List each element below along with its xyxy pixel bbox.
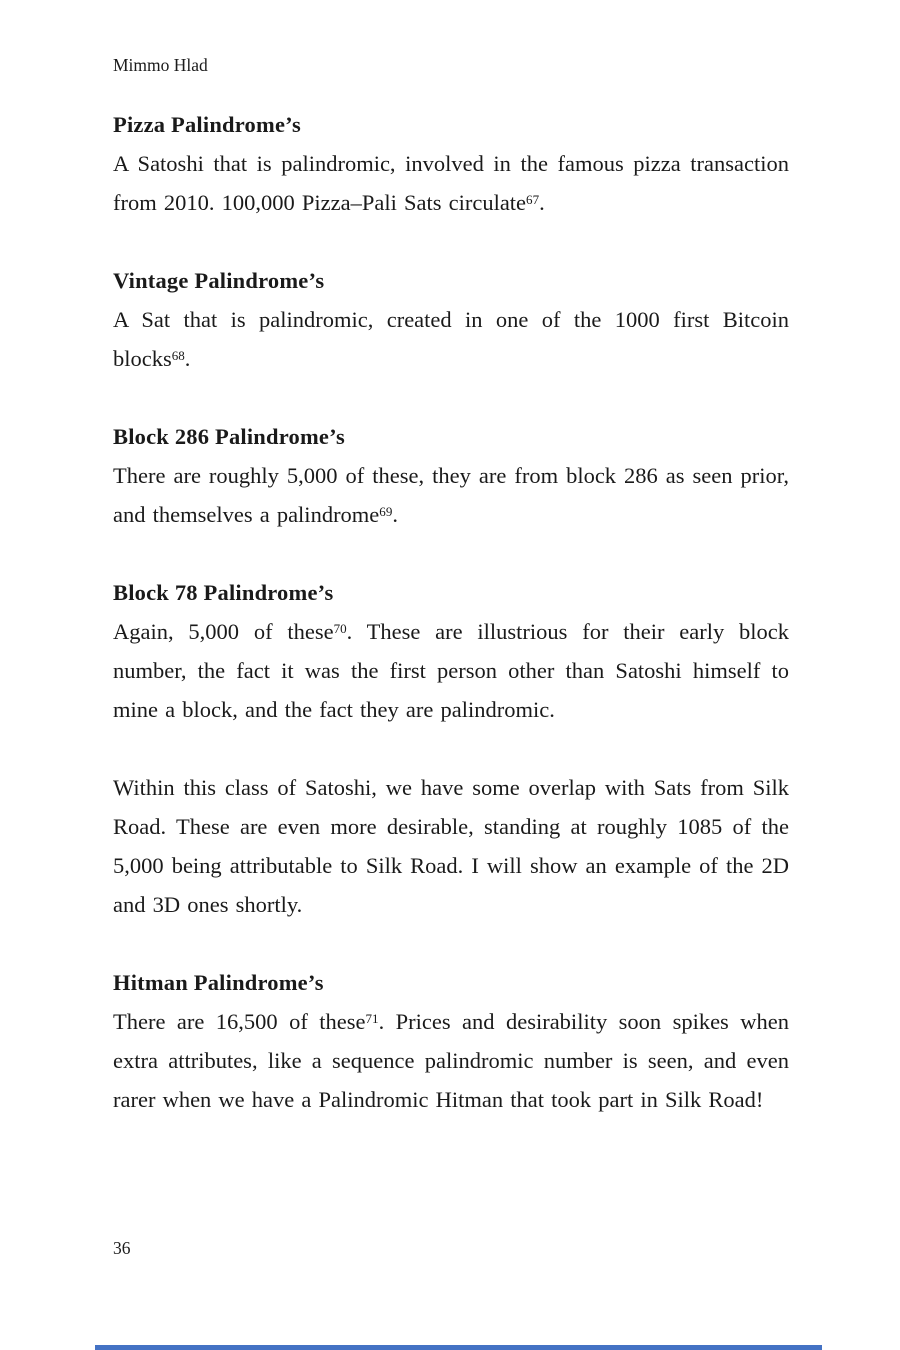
footnote-superscript: 67 (526, 192, 540, 208)
paragraph: There are roughly 5,000 of these, they are from block 286 as seen prior, and themselves a palindrome$^{69}$. (113, 463, 789, 527)
section (113, 768, 789, 924)
paragraph: There are 16,500 of these$^{71}$. Prices and desirability soon spikes when extra attributes, like a sequence palindromic number is seen, and even rarer when we have a Palindromic Hitman that took part in Silk Road! (113, 1009, 789, 1112)
page-content (113, 105, 789, 1158)
footnote-superscript: 71 (365, 1011, 379, 1027)
section-heading: Block 286 Palindrome’s (113, 424, 345, 449)
section (113, 963, 789, 1119)
section-heading: Pizza Palindrome’s (113, 112, 301, 137)
footnote-superscript: 68 (171, 348, 185, 364)
footnote-superscript: 69 (379, 504, 393, 520)
section (113, 573, 789, 729)
page-number: 36 (113, 1238, 131, 1258)
footnote-superscript: 70 (333, 621, 347, 637)
paragraph: A Sat that is palindromic, created in one of the 1000 first Bitcoin blocks$^{68}$. (113, 307, 789, 371)
section (113, 261, 789, 378)
section-heading: Vintage Palindrome’s (113, 268, 325, 293)
section (113, 417, 789, 534)
section-heading: Hitman Palindrome’s (113, 970, 324, 995)
paragraph: A Satoshi that is palindromic, involved in the famous pizza transaction from 2010. 100,000 Pizza–Pali Sats circulate$^{67}$. (113, 151, 789, 215)
section (113, 105, 789, 222)
section-heading: Block 78 Palindrome’s (113, 580, 334, 605)
bottom-accent-bar (95, 1345, 822, 1350)
paragraph: Again, 5,000 of these$^{70}$. These are illustrious for their early block number, the fact it was the first person other than Satoshi himself to mine a block, and the fact they are palindromic. (113, 619, 789, 722)
paragraph: Within this class of Satoshi, we have some overlap with Sats from Silk Road. These are even more desirable, standing at roughly 1085 of the 5,000 being attributable to Silk Road. I will show an example of the 2D and 3D ones shortly. (113, 775, 789, 917)
running-header: Mimmo Hlad (113, 55, 208, 75)
